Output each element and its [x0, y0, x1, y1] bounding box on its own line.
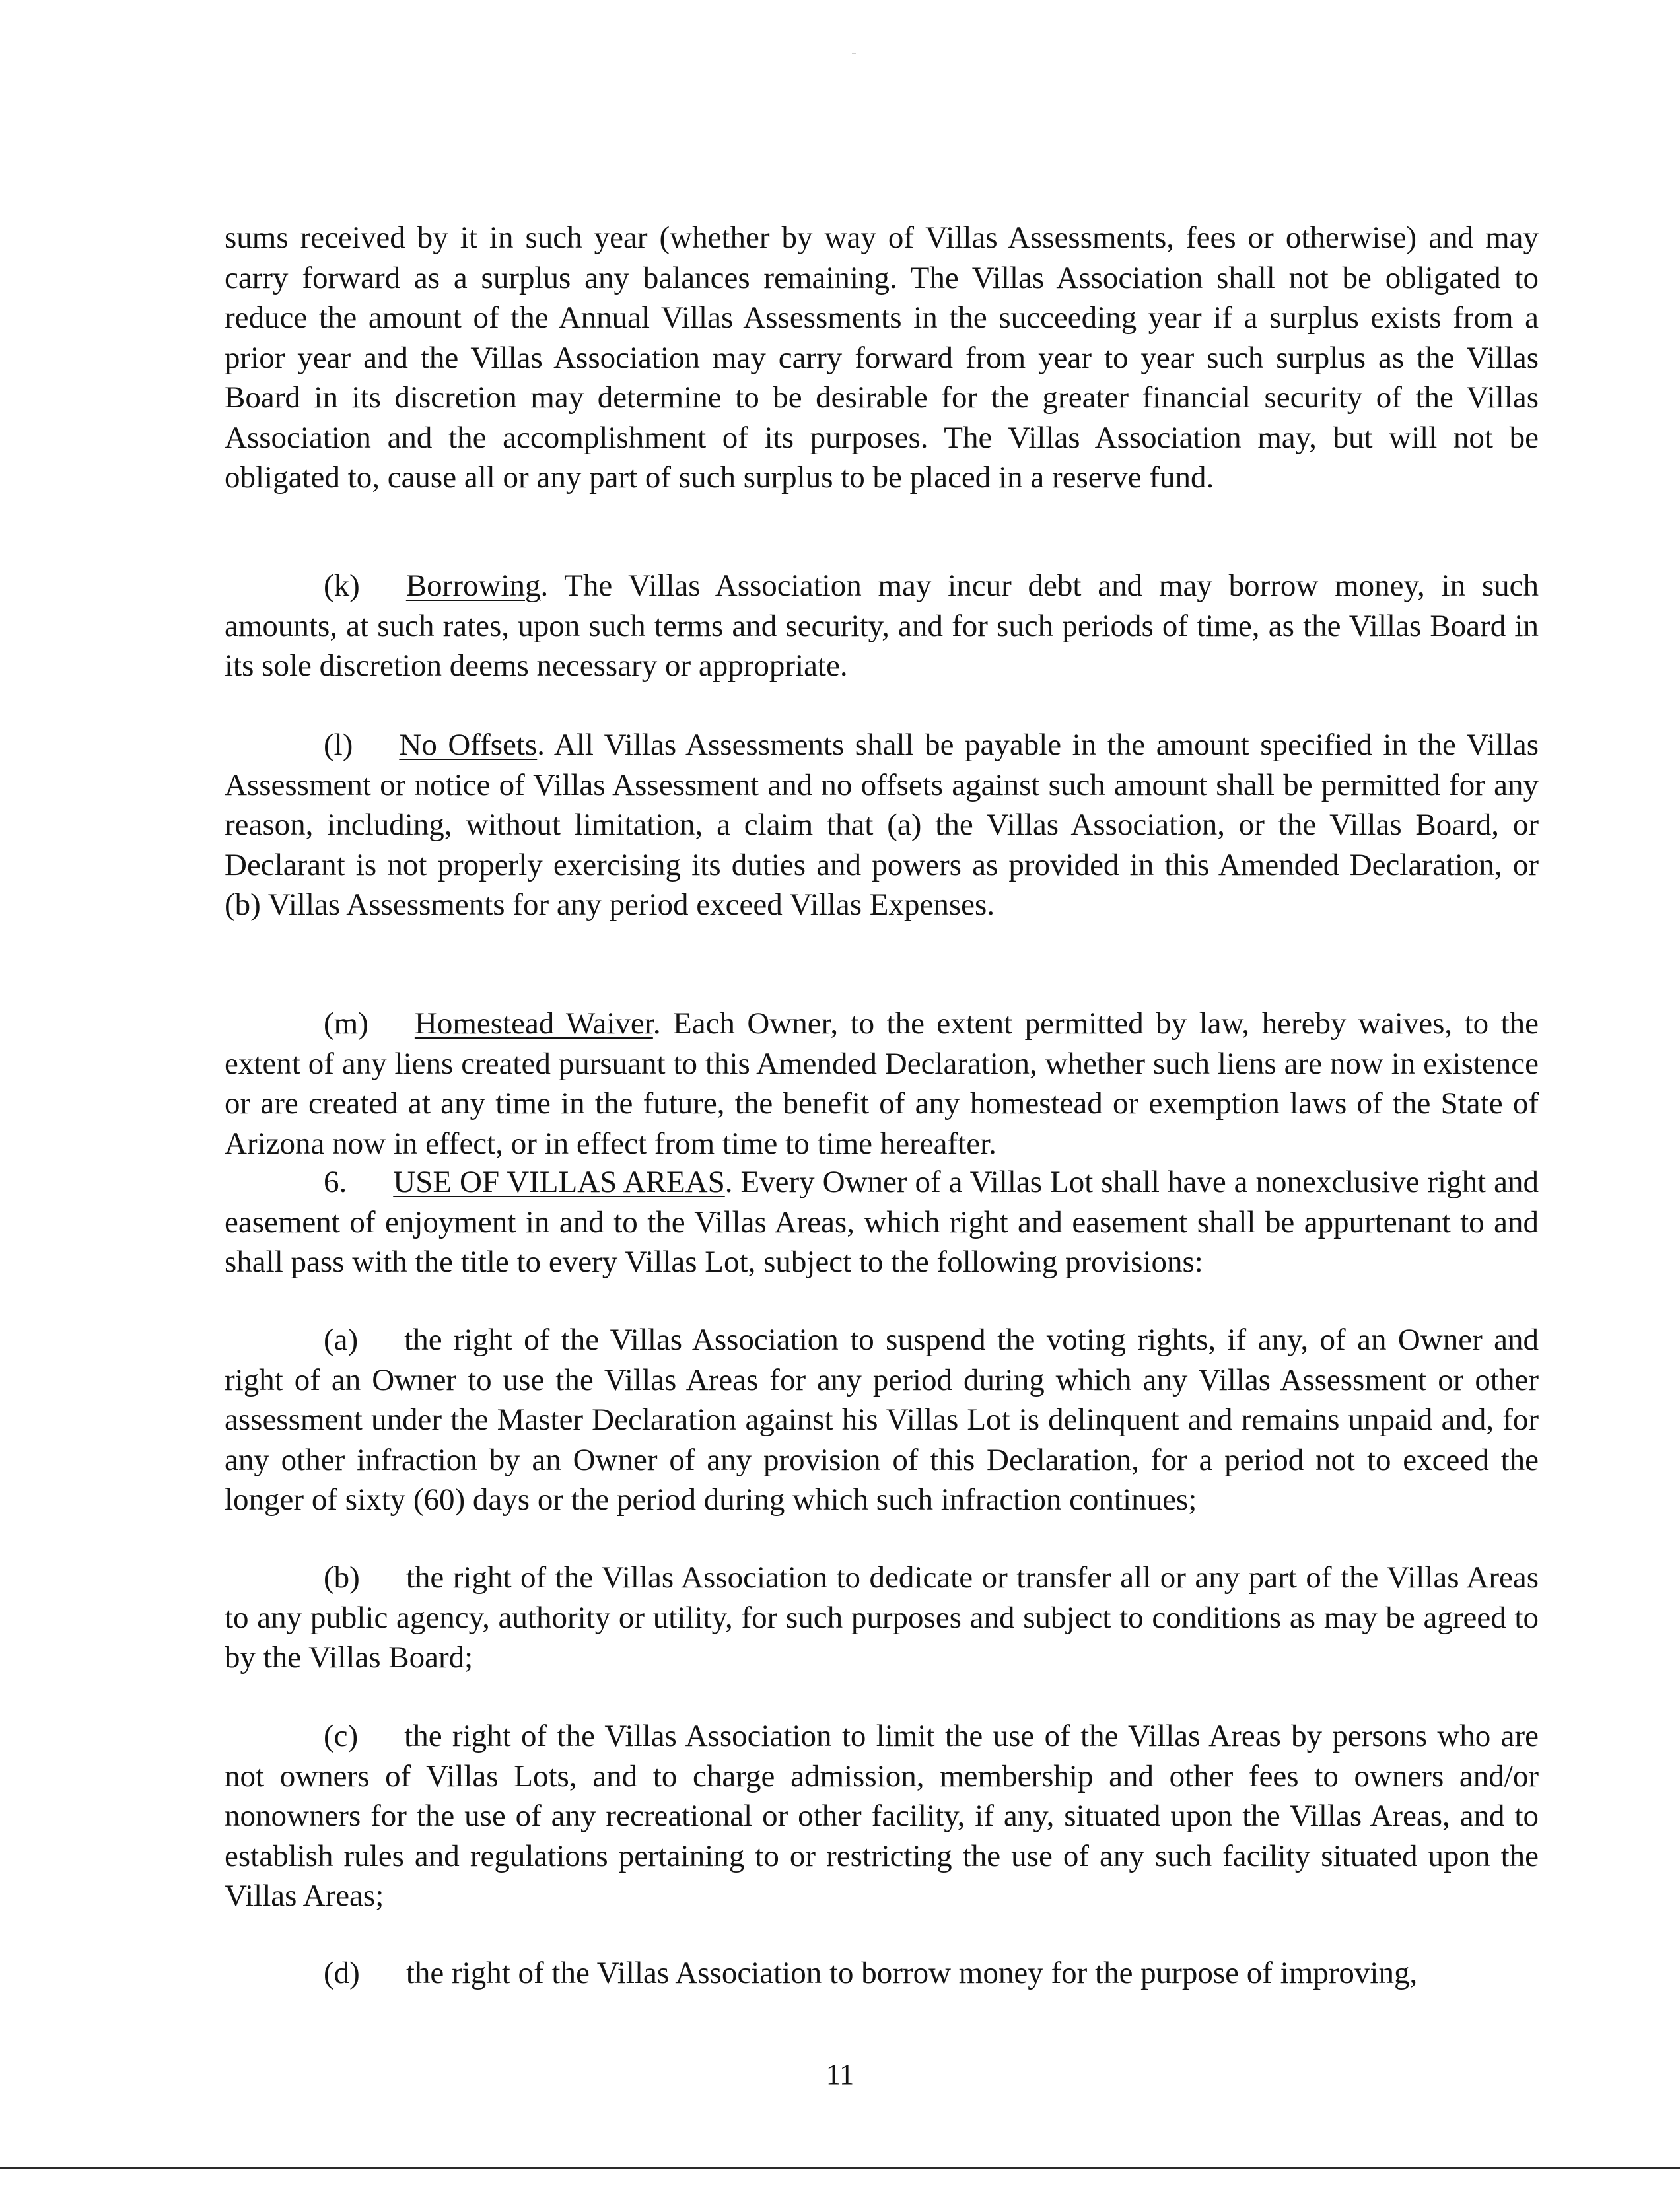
section-enum: 6. — [324, 1165, 347, 1199]
section-6-use-of-villas-areas — [225, 1162, 1539, 1282]
section-body: . All Villas Assessments shall be payable in the amount specified in the Villas Assessment or notice of Villas Assessment and no offsets against such amount shall be permitted for any reason, including, without limitation, a claim that (a) the Villas Association, or the Villas Board, or Declarant is not properly exercising its duties and powers as provided in this Amended Declaration, or (b) Villas Assessments for any period exceed Villas Expenses. — [225, 728, 1539, 922]
provision-b — [225, 1558, 1539, 1678]
provision-body: the right of the Villas Association to limit the use of the Villas Areas by persons who are not owners of Villas Lots, and to charge admission, membership and other fees to owners and/or nonowners for the use of any recreational or other facility, if any, situated upon the Villas Areas, and to establish rules and regulations pertaining to or restricting the use of any such facility situated upon the Villas Areas; — [225, 1719, 1539, 1913]
provision-body: the right of the Villas Association to borrow money for the purpose of improving, — [405, 1956, 1418, 1990]
section-heading: No Offsets — [399, 728, 538, 762]
section-enum: (m) — [324, 1006, 368, 1041]
section-m-homestead-waiver — [225, 1004, 1539, 1163]
provision-d — [225, 1953, 1539, 1994]
provision-c — [225, 1716, 1539, 1916]
provision-enum: (c) — [324, 1719, 359, 1753]
footer-rule — [0, 2167, 1680, 2169]
page-number: 11 — [825, 2058, 855, 2091]
section-k-borrowing — [225, 566, 1539, 686]
section-heading: USE OF VILLAS AREAS — [393, 1165, 725, 1199]
section-heading: Borrowing — [405, 569, 541, 603]
provision-body: the right of the Villas Association to dedicate or transfer all or any part of the Villas Areas to any public agency, authority or utility, for such purposes and subject to conditions as may be agreed to by the Villas Board; — [225, 1560, 1539, 1675]
scan-artifact — [852, 53, 856, 54]
section-enum: (k) — [324, 569, 360, 603]
provision-enum: (d) — [324, 1956, 360, 1990]
section-enum: (l) — [324, 728, 353, 762]
continued-paragraph: sums received by it in such year (whether by way of Villas Assessments, fees or otherwise) and may carry forward as a surplus any balances remaining. The Villas Association shall not be obligated to reduce the amount of the Annual Villas Assessments in the succeeding year if a surplus exists from a prior year and the Villas Association may carry forward from year to year such surplus as the Villas Board in its discretion may determine to be desirable for the greater financial security of the Villas Association and the accomplishment of its purposes. The Villas Association may, but will not be obligated to, cause all or any part of such surplus to be placed in a reserve fund. — [225, 221, 1539, 495]
section-body: . The Villas Association may incur debt and may borrow money, in such amounts, at such rates, upon such terms and security, and for such periods of time, as the Villas Board in its sole discretion deems necessary or appropriate. — [225, 569, 1539, 683]
section-body: . Each Owner, to the extent permitted by law, hereby waives, to the extent of any liens created pursuant to this Amended Declaration, whether such liens are now in existence or are created at any time in the future, the benefit of any homestead or exemption laws of the State of Arizona now in effect, or in effect from time to time hereafter. — [225, 1006, 1539, 1161]
section-heading: Homestead Waiver — [414, 1006, 653, 1041]
provision-body: the right of the Villas Association to suspend the voting rights, if any, of an Owner and right of an Owner to use the Villas Areas for any period during which any Villas Assessment or other assessment under the Master Declaration against his Villas Lot is delinquent and remains unpaid and, for any other infraction by an Owner of any provision of this Declaration, for a period not to exceed the longer of sixty (60) days or the period during which such infraction continues; — [225, 1323, 1539, 1517]
section-l-no-offsets — [225, 725, 1539, 925]
provision-enum: (a) — [324, 1323, 359, 1357]
section-body: . Every Owner of a Villas Lot shall have a nonexclusive right and easement of enjoyment in and to the Villas Areas, which right and easement shall be appurtenant to and shall pass with the title to every Villas Lot, subject to the following provisions: — [225, 1165, 1539, 1279]
provision-enum: (b) — [324, 1560, 360, 1595]
provision-a — [225, 1320, 1539, 1520]
